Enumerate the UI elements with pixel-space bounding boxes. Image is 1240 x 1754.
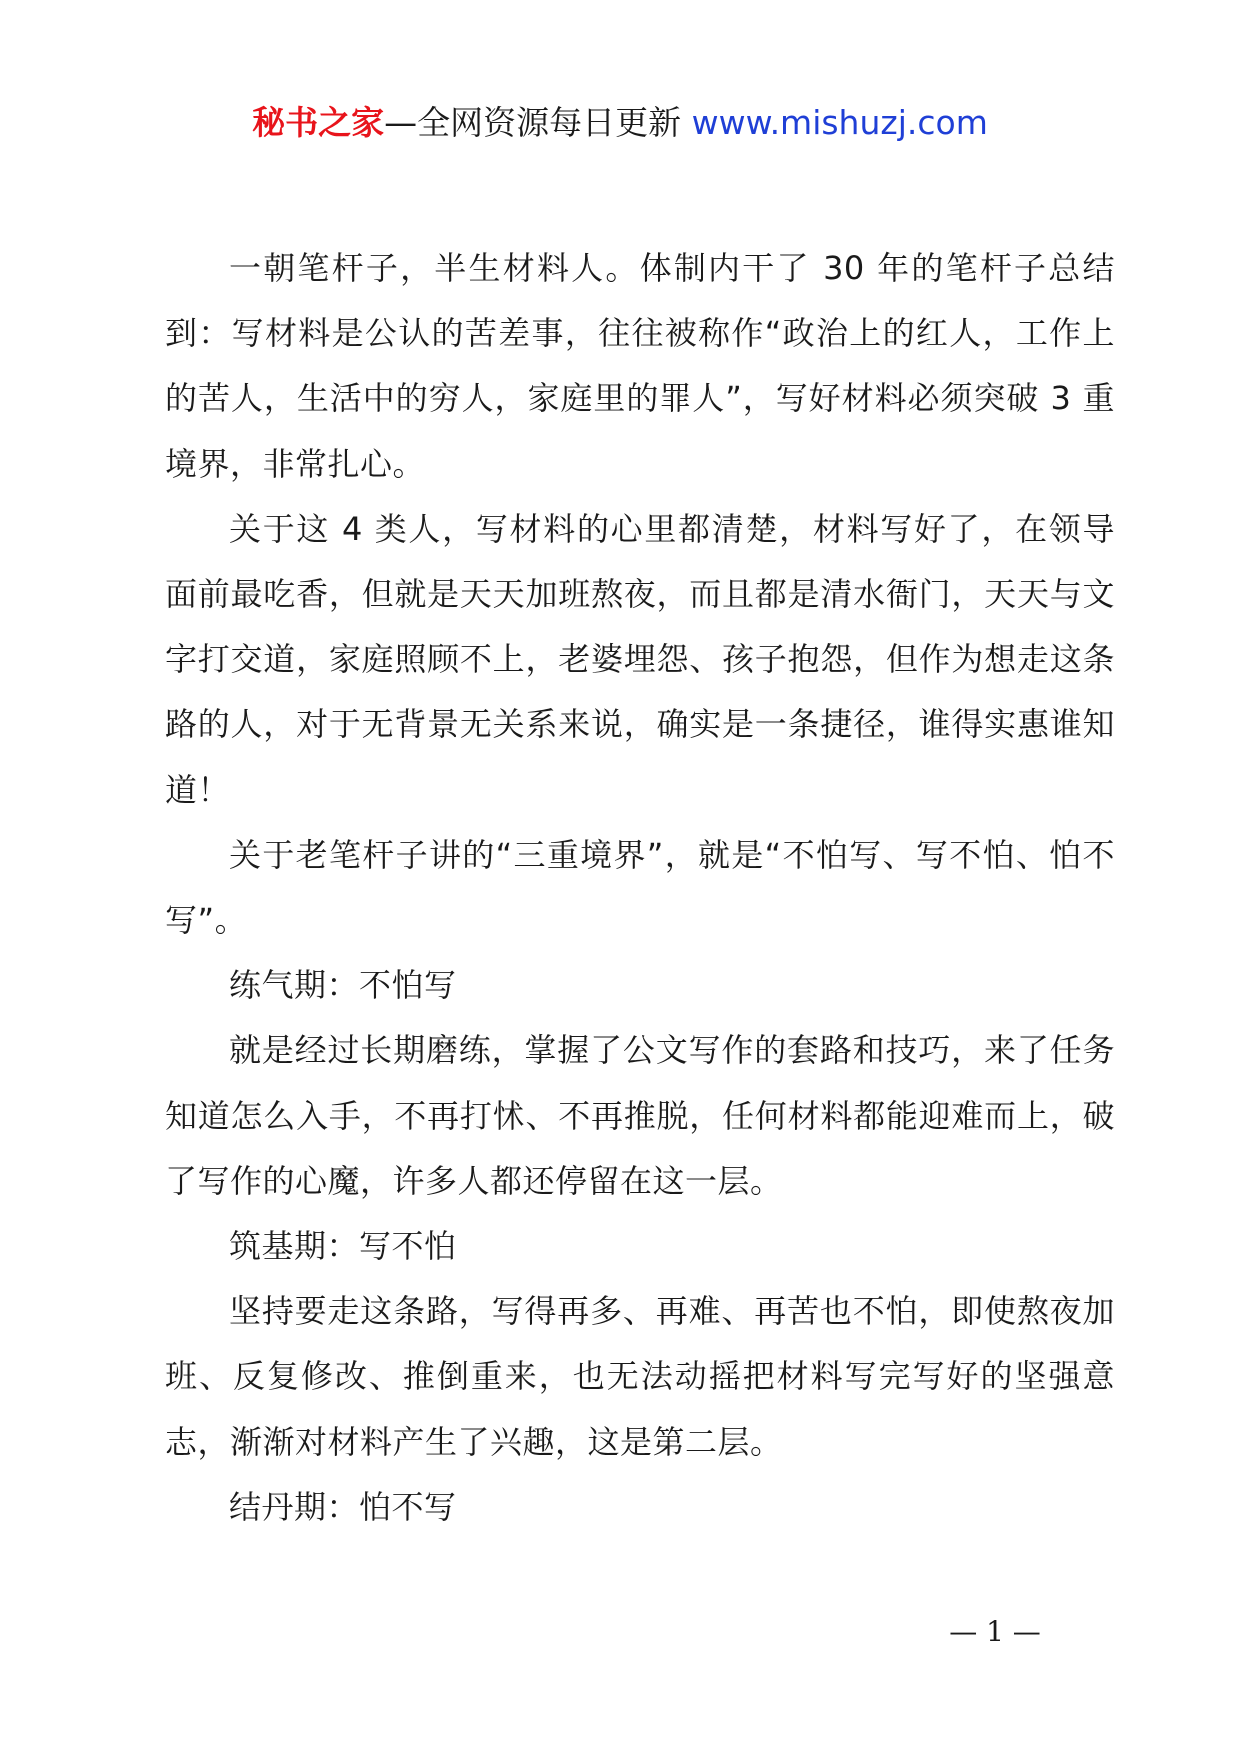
- page-header: [0, 100, 1240, 146]
- section-heading-qi-refining: 练气期：不怕写: [229, 966, 457, 1005]
- section-heading-core-formation: 结丹期：怕不写: [229, 1487, 457, 1526]
- paragraph-foundation: 坚持要走这条路，写得再多、再难、再苦也不怕，即使熬夜加班、反复修改、推倒重来，也无法动摇把材料写完写好的坚强意志，渐渐对材料产生了兴趣，这是第二层。: [165, 1292, 1115, 1461]
- section-heading-foundation: 筑基期：写不怕: [229, 1227, 457, 1266]
- page-number: — 1 —: [949, 1615, 1041, 1648]
- paragraph-qi-refining: 就是经过长期磨练，掌握了公文写作的套路和技巧，来了任务知道怎么入手，不再打怵、不再推脱，任何材料都能迎难而上，破了写作的心魔，许多人都还停留在这一层。: [165, 1031, 1115, 1200]
- brand-name: 秘书之家: [252, 103, 385, 142]
- article-body: [165, 236, 1115, 1540]
- paragraph-four-types: 关于这 4 类人，写材料的心里都清楚，材料写好了，在领导面前最吃香，但就是天天加班熬夜，而且都是清水衙门，天天与文字打交道，家庭照顾不上，老婆埋怨、孩子抱怨，但作为想走这条路的人，对于无背景无关系来说，确实是一条捷径，谁得实惠谁知道！: [165, 509, 1115, 809]
- paragraph-three-realms: 关于老笔杆子讲的“三重境界”，就是“不怕写、写不怕、怕不写”。: [165, 835, 1115, 940]
- paragraph-intro: 一朝笔杆子，半生材料人。体制内干了 30 年的笔杆子总结到：写材料是公认的苦差事，往往被称作“政治上的红人，工作上的苦人，生活中的穷人，家庭里的罪人”，写好材料必须突破 3 重境界，非常扎心。: [165, 249, 1115, 483]
- site-url-link[interactable]: www.mishuzj.com: [691, 103, 988, 142]
- header-tagline: —全网资源每日更新: [384, 103, 692, 142]
